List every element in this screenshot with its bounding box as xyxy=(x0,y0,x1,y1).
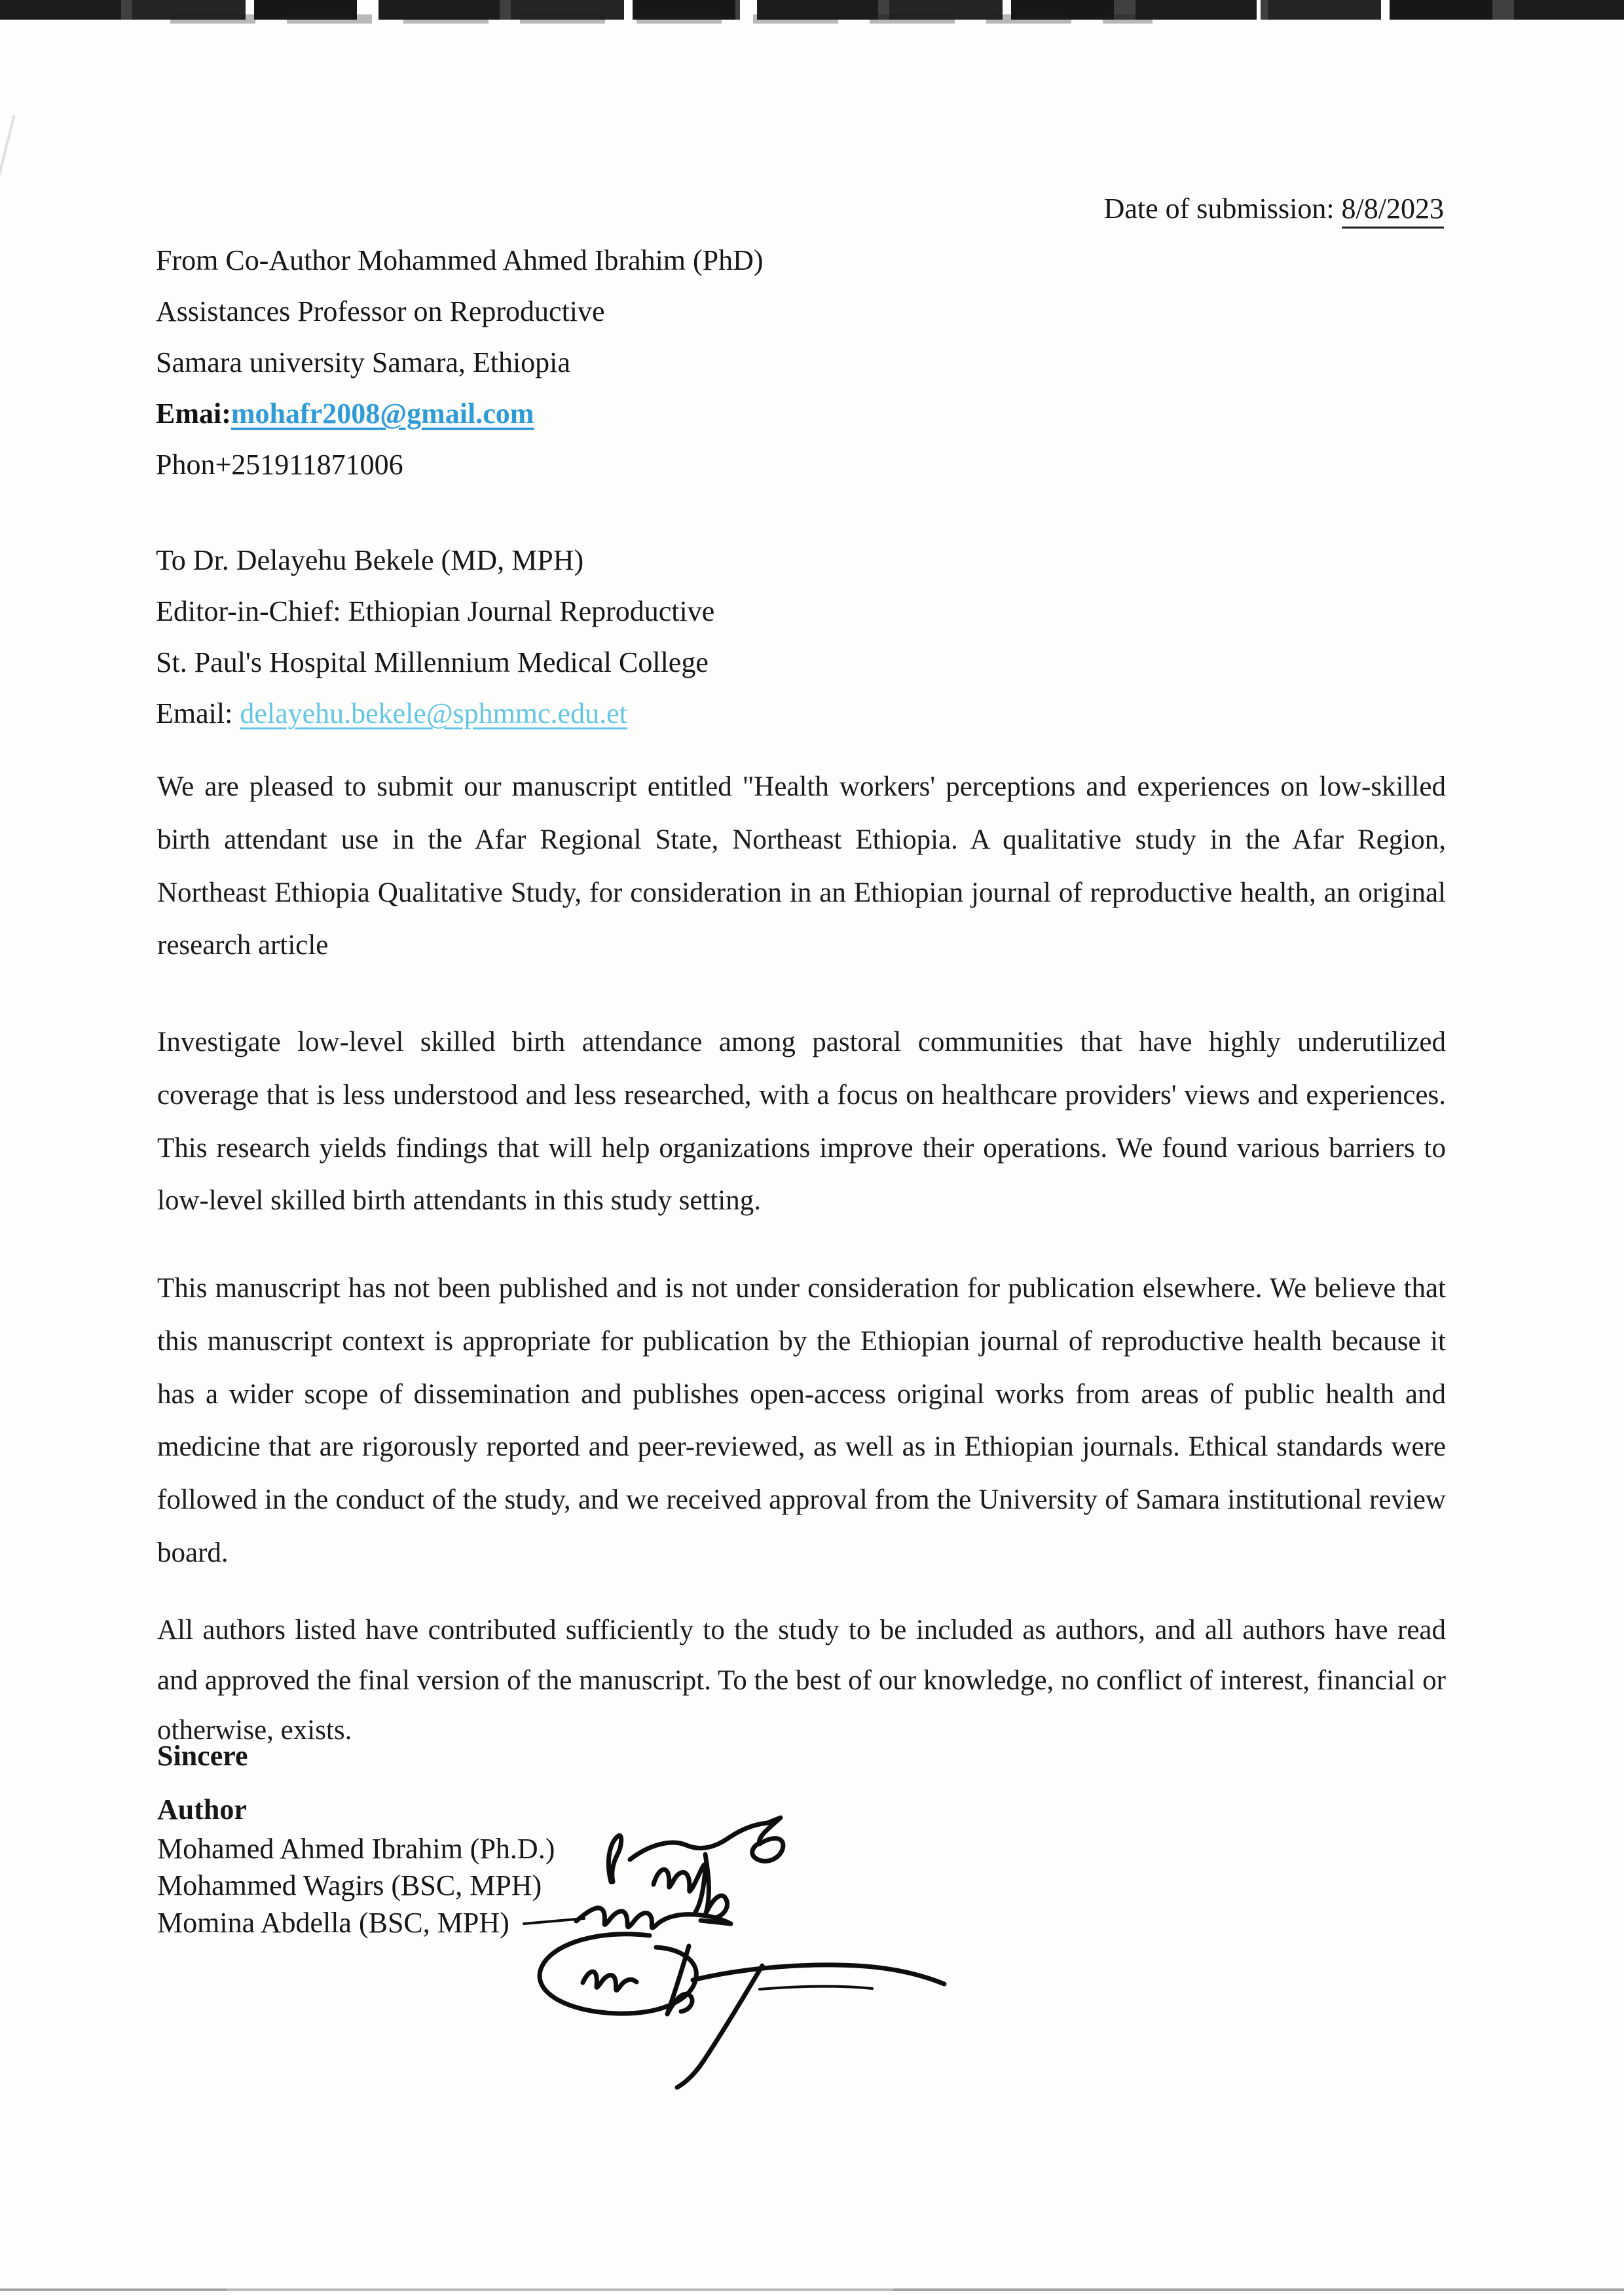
scan-artifact-top-secondary xyxy=(170,14,1153,24)
paragraph-submission: We are pleased to submit our manuscript entitled "Health workers' perceptions and experiences on low-skilled birth attendant use in the Afar Regional State, Northeast Ethiopia. A qualitative study in the Afar Region, Northeast Ethiopia Qualitative Study, for consideration in an Ethiopian journal of reproductive health, an original research article xyxy=(157,771,1446,961)
recipient-role-line: Editor-in-Chief: Ethiopian Journal Reproductive xyxy=(156,595,715,627)
signatory-name: Mohamed Ahmed Ibrahim (Ph.D.) xyxy=(157,1833,555,1865)
sender-email-line xyxy=(156,399,764,428)
recipient-email-link[interactable]: delayehu.bekele@sphmmc.edu.et xyxy=(240,697,627,729)
paragraph-study-summary: Investigate low-level skilled birth attendance among pastoral communities that have highly underutilized coverage that is less understood and less researched, with a focus on healthcare providers' views and experiences. This research yields findings that will help organizations improve their operations. We found various barriers to low-level skilled birth attendants in this study setting. xyxy=(157,1027,1446,1217)
recipient-to-line: To Dr. Delayehu Bekele (MD, MPH) xyxy=(156,544,584,576)
signatory-name: Momina Abdella (BSC, MPH) xyxy=(157,1906,509,1939)
date-line xyxy=(1104,193,1444,225)
sender-email-label: Emai: xyxy=(156,397,231,430)
closing-author-heading: Author xyxy=(157,1793,247,1826)
signatory-name: Mohammed Wagirs (BSC, MPH) xyxy=(157,1869,542,1902)
sender-title-line: Assistances Professor on Reproductive xyxy=(156,295,605,327)
recipient-institution-line: St. Paul's Hospital Millennium Medical College xyxy=(156,646,709,678)
recipient-block xyxy=(156,546,714,750)
sender-block xyxy=(156,246,764,502)
recipient-email-label: Email: xyxy=(156,697,240,729)
signature-scribble xyxy=(485,1791,982,2099)
date-value: 8/8/2023 xyxy=(1342,193,1444,229)
paragraph-declaration: This manuscript has not been published and is not under consideration for publication elsewhere. We believe that this manuscript context is appropriate for publication by the Ethiopian journal of reproductive health because it has a wider scope of dissemination and publishes open-access original works from areas of public health and medicine that are rigorously reported and peer-reviewed, as well as in Ethiopian journals. Ethical standards were followed in the conduct of the study, and we received approval from the University of Samara institutional review board. xyxy=(157,1273,1446,1569)
sender-affiliation-line: Samara university Samara, Ethiopia xyxy=(156,346,570,378)
sender-from-line: From Co-Author Mohammed Ahmed Ibrahim (PhD) xyxy=(156,244,764,276)
recipient-email-line xyxy=(156,699,714,728)
scan-artifact-bottom-line xyxy=(0,2288,1624,2291)
sender-email-link[interactable]: mohafr2008@gmail.com xyxy=(231,397,534,430)
scan-smudge xyxy=(0,115,15,176)
paragraph-authorship: All authors listed have contributed sufficiently to the study to be included as authors, and all authors have read and approved the final version of the manuscript. To the best of our knowledge, no conflict of interest, financial or otherwise, exists. xyxy=(157,1615,1446,1746)
date-label: Date of submission: xyxy=(1103,193,1342,225)
closing-sincere: Sincere xyxy=(157,1740,248,1772)
sender-phone-line: Phon+251911871006 xyxy=(156,449,403,481)
